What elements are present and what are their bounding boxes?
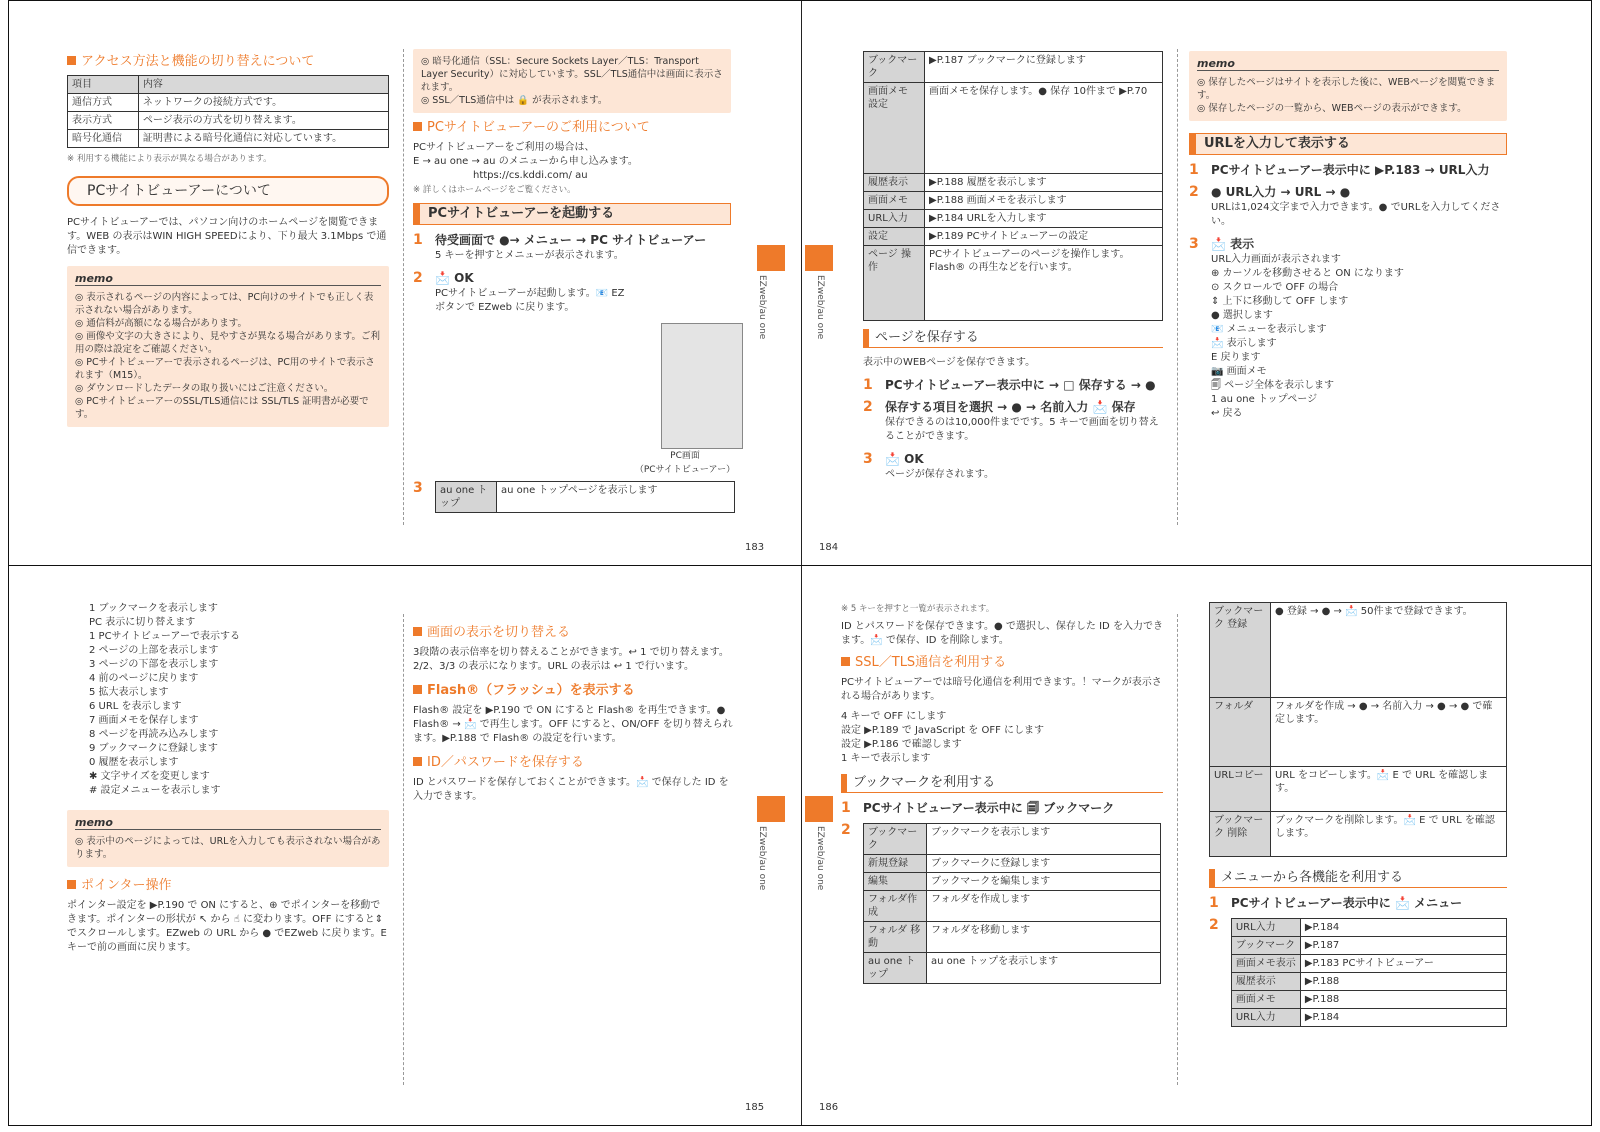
text-line: URL入力画面が表示されます xyxy=(1211,254,1341,265)
text-line: 画面メモ表示 xyxy=(1231,955,1300,973)
page-183: アクセス方法と機能の切り替えについて 項目 内容 通信方式 ネットワークの接続方式です。 表示方式 ページ表示の方式を切り替えます。 暗号化通信 証明書による暗号化通信に対応しています。 ※ 利用する機能により表示が異なる場合があります。 PCサイトビューアーについて PCサイトビューアーでは、パソコン向けのホームページを閲覧できます。WEB の表示はWIN HIGH SPEEDにより、下り最大 3.1Mbps で通信できます。 memo ◎ 表示されるページの内容によっては、PC向けのサイトでも正しく表示されない場合があります。 ◎ 通信料が高額になる場合があります。 ◎ 画像や文字の大きさにより、見やすさが異なる場合があります。ご利用の際は設定をご確認ください。 ◎ PCサイトビューアーで表示されるページは、PC用のサイトで表示されます（M15）。 ◎ ダウンロードしたデータの取り扱いにはご注意ください。 ◎ PCサイトビューアーのSSL/TLS通信には SSL/TLS 証明書が必要です。 ◎ 暗号化通信（SSL：Secure Sockets Layer／TLS：Transport Layer Security）に対応しています。SSL／TLS通信中は画面に表示されます。 ◎ SSL／TLS通信中は 🔒 が表示されます。 PCサイトビューアーのご利用について PCサイトビューアーをご利用の場合は、 E → au one → au のメニューから申し込みます。 https://cs.kddi.com/ au ※ 詳しくはホームページをご覧ください。 PCサイトビューアーを起動する 1 待受画面で ●→ メニュー → PC サイトビューアー 5 キーを押すとメニューが表示されます。 2 📩 OK PCサイトビューアーが起動します。📧 EZ ボタンで EZweb に戻ります。 PC画面 （PCサイトビューアー） 3 au one トップ au one トップページを表示します EZweb/au one 183 xyxy=(9,1,801,565)
footnote: ※ 利用する機能により表示が異なる場合があります。 xyxy=(67,154,272,164)
text-line: 表示方式 xyxy=(68,112,139,130)
text-line: ⊕ カーソルを移動させると ON になります xyxy=(1211,268,1404,279)
memo-box: memo ◎ 保存したページはサイトを表示した後に、WEBページを閲覧できます。 ◎ 保存したページの一覧から、WEBページの表示ができます。 xyxy=(1189,51,1507,121)
text-line: 履歴表示 xyxy=(864,174,925,192)
text-line: ブックマークを削除します。📩 E で URL を確認します。 xyxy=(1271,812,1507,857)
text-line: ブックマーク 削除 xyxy=(1210,812,1271,857)
text-line: ◎ 暗号化通信（SSL：Secure Sockets Layer／TLS：Transport Layer Security）に対応しています。SSL／TLS通信中は画面に表示されます。 xyxy=(421,56,723,93)
text-line: 保存できるのは10,000件までです。5 キーで画面を切り替えることができます。 xyxy=(885,417,1159,442)
text-line: ▶P.189 PCサイトビューアーの設定 xyxy=(925,228,1163,246)
text-line: 設定 ▶P.189 で JavaScript を OFF にします xyxy=(841,725,1045,736)
text-line: 3段階の表示倍率を切り替えることができます。↩ 1 で切り替えます。2/2、3/3 の表示になります。URL の表示は ↩ 1 で行います。 xyxy=(413,647,729,672)
settings-table xyxy=(67,75,389,148)
text-line: ◎ 保存したページはサイトを表示した後に、WEBページを閲覧できます。 xyxy=(1197,77,1496,101)
text-line: ページ 操作 xyxy=(864,246,925,321)
text-line: ⊙ スクロールで OFF の場合 xyxy=(1211,282,1339,293)
bookmark-menu-table xyxy=(1209,602,1507,857)
text-line: フォルダを移動します xyxy=(927,922,1161,953)
text-line: 5 拡大表示します xyxy=(89,687,169,698)
text-line: ブックマークを編集します xyxy=(927,873,1161,891)
text-line: ※ 5 キーを押すと一覧が表示されます。 xyxy=(841,604,995,614)
text-line: 7 画面メモを保存します xyxy=(89,715,199,726)
text-line: 新規登録 xyxy=(864,855,927,873)
text-line: ブックマーク xyxy=(864,52,925,83)
page-186: EZweb/au one ※ 5 キーを押すと一覧が表示されます。 ID とパスワードを保存できます。● で選択し、保存した ID を入力できます。📩 で保存、ID を削除します。 SSL／TLS通信を利用する PCサイトビューアーでは暗号化通信を利用できます。！マークが表示される場合があります。 4 キーで OFF にします 設定 ▶P.189 で JavaScript を OFF にします 設定 ▶P.186 で確認します 1 キーで表示します ブックマークを利用する 1 PCサイトビューアー表示中に 🗐 ブックマーク 2 ブックマーク ブックマークを表示します 新規登録 ブックマークに登録します 編集 ブックマークを編集します フォルダ作成 フォルダを作成します フォルダ 移動 フォルダを移動します au one トップ au one トップを表示します ブックマーク 登録 ● 登録 → ● → 📩 50件まで登録できます。 フォルダ フォルダを作成 → ● → 名前入力 → ● → ● で確定します。 URLコピー URL をコピーします。📩 E で URL を確認します。 ブックマーク 削除 ブックマークを削除します。📩 E で URL を確認します。 メニューから各機能を利用する 1 PCサイトビューアー表示中に 📩 メニュー 2 URL入力 ▶P.184 ブックマーク ▶P.187 画面メモ表示 ▶P.183 PCサイトビューアー 履歴表示 ▶P.188 画面メモ ▶P.188 URL入力 ▶P.184 186 xyxy=(801,566,1593,1125)
page-185 xyxy=(9,566,801,1125)
text-line: URLコピー xyxy=(1210,767,1271,812)
chapter-title: PCサイトビューアーについて xyxy=(67,176,389,206)
text-line: ▶P.188 画面メモを表示します xyxy=(925,192,1163,210)
text-line: URL入力 xyxy=(864,210,925,228)
spread-bottom xyxy=(8,566,1592,1126)
text-line: URL をコピーします。📩 E で URL を確認します。 xyxy=(1271,767,1507,812)
menu-table xyxy=(863,51,1163,321)
text-line: 内容 xyxy=(138,76,388,94)
text-line: ブックマーク 登録 xyxy=(1210,603,1271,698)
spread-top xyxy=(8,0,1592,566)
text-line: 画面の表示を切り替える xyxy=(427,625,571,640)
text-line: 表示中のWEBページを保存できます。 xyxy=(863,357,1036,368)
section-bar: PCサイトビューアーを起動する xyxy=(413,203,731,225)
text-line: 8 ページを再読み込みします xyxy=(89,729,219,740)
text-line: ブックマーク xyxy=(864,824,927,855)
text-line: 設定 xyxy=(864,228,925,246)
text-line: フォルダを作成します xyxy=(927,891,1161,922)
text-line: メニューから各機能を利用する xyxy=(1209,869,1507,888)
text-line: ◎ 表示中のページによっては、URLを入力しても表示されない場合があります。 xyxy=(75,836,381,860)
text-line: 画面メモ xyxy=(1231,991,1300,1009)
text-line: ネットワークの接続方式です。 xyxy=(138,94,388,112)
text-line: ▶P.187 ブックマークに登録します xyxy=(925,52,1163,83)
text-line: 4 前のページに戻ります xyxy=(89,673,199,684)
text-line: 編集 xyxy=(864,873,927,891)
text-line: ID とパスワードを保存できます。● で選択し、保存した ID を入力できます。📩 で保存、ID を削除します。 xyxy=(841,621,1163,646)
caption: PC画面 xyxy=(670,451,700,461)
text-line: 画面メモ xyxy=(864,192,925,210)
intro-text: PCサイトビューアーでは、パソコン向けのホームページを閲覧できます。WEB の表示はWIN HIGH SPEEDにより、下り最大 3.1Mbps で通信できます。 xyxy=(67,217,387,256)
key-list xyxy=(89,602,389,798)
text-line: 2 ページの上部を表示します xyxy=(89,645,219,656)
text-line: 📷 画面メモ xyxy=(1211,366,1267,377)
text-line: ◎ PCサイトビューアーで表示されるページは、PC用のサイトで表示されます（M15）。 xyxy=(75,357,375,381)
text-line: au one トップ xyxy=(864,953,927,984)
text-line: E → au one → au のメニューから申し込みます。 xyxy=(413,156,638,167)
text-line: 履歴表示 xyxy=(1231,973,1300,991)
caption-2: （PCサイトビューアー） xyxy=(634,465,736,475)
text-line: 暗号化通信 xyxy=(68,130,139,148)
text-line: ◎ 表示されるページの内容によっては、PC向けのサイトでも正しく表示されない場合があります。 xyxy=(75,292,374,316)
text-line: PCサイトビューアーでは暗号化通信を利用できます。！マークが表示される場合があります。 xyxy=(841,677,1162,702)
text-line: PCサイトビューアー表示中に 📩 メニュー xyxy=(1231,896,1463,910)
text-line: ポインター設定を ▶P.190 で ON にすると、⊕ でポインターを移動できます。ポインターの形状が ↖ から ☝ に変わります。OFF にすると⇕でスクロールします。EZweb の URL から ● でEZweb に戻ります。E キーで前の画面に戻ります。 xyxy=(67,900,387,953)
text-line: ▶P.188 履歴を表示します xyxy=(925,174,1163,192)
text-line: ポインター操作 xyxy=(81,878,172,893)
text-line: フォルダを作成 → ● → 名前入力 → ● → ● で確定します。 xyxy=(1271,698,1507,767)
text-line: 1 ブックマークを表示します xyxy=(89,603,218,614)
text-line: # 設定メニューを表示します xyxy=(89,785,221,796)
text-line: ◎ 保存したページの一覧から、WEBページの表示ができます。 xyxy=(1197,103,1467,114)
text-line: ◎ PCサイトビューアーのSSL/TLS通信には SSL/TLS 証明書が必要です。 xyxy=(75,396,369,420)
memo-box: memo ◎ 表示中のページによっては、URLを入力しても表示されない場合があります。 xyxy=(67,810,389,867)
text-line: PCサイトビューアーのご利用について xyxy=(427,120,650,135)
text-line: ✱ 文字サイズを変更します xyxy=(89,771,210,782)
text-line: ブックマーク xyxy=(1231,937,1300,955)
text-line: ブックマークに登録します xyxy=(927,855,1161,873)
text-line: ▶P.184 xyxy=(1300,1009,1506,1027)
text-line: ● URL入力 → URL → ● xyxy=(1211,185,1351,199)
text-line: PCサイトビューアーをご利用の場合は、 xyxy=(413,142,595,153)
text-line: 5 キーを押すとメニューが表示されます。 xyxy=(435,250,624,261)
chapter-tab xyxy=(805,245,833,271)
text-line: 6 URL を表示します xyxy=(89,701,182,712)
step3-table xyxy=(435,481,735,513)
key-list xyxy=(1189,253,1507,421)
text-line: URL入力 xyxy=(1231,1009,1300,1027)
chapter-label: EZweb/au one xyxy=(757,275,767,340)
text-line: ブックマークを表示します xyxy=(927,824,1161,855)
text-line: 📧 メニューを表示します xyxy=(1211,324,1327,335)
text-line: ページ表示の方式を切り替えます。 xyxy=(138,112,388,130)
bookmark-table xyxy=(863,823,1161,984)
text-line: PCサイトビューアー表示中に 🗐 ブックマーク xyxy=(863,801,1115,815)
text-line: PCサイトビューアーのページを操作します。Flash® の再生などを行います。 xyxy=(925,246,1163,321)
page-number: 184 xyxy=(819,542,839,553)
text-line: 証明書による暗号化通信に対応しています。 xyxy=(138,130,388,148)
chapter-tab xyxy=(757,245,785,271)
text-line: フォルダ 移動 xyxy=(864,922,927,953)
page-number: 185 xyxy=(745,1102,765,1113)
text-line: URLは1,024文字まで入力できます。● でURLを入力してください。 xyxy=(1211,202,1501,227)
step-2: 2 📩 OK xyxy=(413,270,474,286)
text-line: フォルダ作成 xyxy=(864,891,927,922)
text-line: 📩 OK xyxy=(435,271,474,285)
text-line: フォルダ xyxy=(1210,698,1271,767)
text-line: 画面メモ 設定 xyxy=(864,83,925,174)
text-line: 4 キーで OFF にします xyxy=(841,711,947,722)
text-line: ▶P.184 URLを入力します xyxy=(925,210,1163,228)
memo-label: memo xyxy=(75,272,381,286)
text-line: 📩 OK xyxy=(885,452,924,466)
text-line: ● 選択します xyxy=(1211,310,1273,321)
section-heading: ページを保存する xyxy=(863,329,1163,348)
text-line: ページが保存されます。 xyxy=(885,469,994,480)
text-line: 設定 ▶P.186 で確認します xyxy=(841,739,962,750)
text-line: 待受画面で ●→ メニュー → PC サイトビューアー xyxy=(435,233,707,247)
text-line: ※ 詳しくはホームページをご覧ください。 xyxy=(413,185,576,195)
section-heading xyxy=(413,121,731,135)
page-number: 183 xyxy=(745,542,765,553)
section-heading xyxy=(67,55,389,69)
text-line: ◎ 通信料が高額になる場合があります。 xyxy=(75,318,248,329)
url-text[interactable]: https://cs.kddi.com/ au xyxy=(473,170,588,181)
chapter-label: EZweb/au one xyxy=(815,275,825,340)
text-line: PCサイトビューアー表示中に ▶P.183 → URL入力 xyxy=(1211,163,1490,177)
page-number: 186 xyxy=(819,1102,839,1113)
page-184: EZweb/au one ブックマーク ▶P.187 ブックマークに登録します 画面メモ 設定 画面メモを保存します。● 保存 10件まで ▶P.70 履歴表示 ▶P.188 履歴を表示します 画面メモ ▶P.188 画面メモを表示します URL入力 ▶P.184 URLを入力します 設定 ▶P.189 PCサイトビューアーの設定 ページ 操作 PCサイトビューアーのページを操作します。Flash® の再生などを行います。 ページを保存する 表示中のWEBページを保存できます。 1 PCサイトビューアー表示中に → □ 保存する → ● 2 保存する項目を選択 → ● → 名前入力 📩 保存 保存できるのは10,000件までです。5 キーで画面を切り替えることができます。 3 📩 OK ページが保存されます。 memo ◎ 保存したページはサイトを表示した後に、WEBページを閲覧できます。 ◎ 保存したページの一覧から、WEBページの表示ができます。 URLを入力して表示する 1 PCサイトビューアー表示中に ▶P.183 → URL入力 2 ● URL入力 → URL → ● URLは1,024文字まで入力できます。● でURLを入力してください。 3 📩 表示 URL入力画面が表示されます ⊕ カーソルを移動させると ON になります ⊙ スクロールで OFF の場合 ⇕ 上下に移動して OFF します ● 選択します 📧 メニューを表示します 📩 表示します E 戻ります 📷 画面メモ 🗐 ページ全体を表示します 1 au one トップページ ↩ 戻る 184 xyxy=(801,1,1593,565)
text-line: 1 au one トップページ xyxy=(1211,394,1318,405)
text-line: ブックマークを利用する xyxy=(841,774,1163,793)
memo-box xyxy=(67,266,389,427)
text-line: 画面メモを保存します。● 保存 10件まで ▶P.70 xyxy=(925,83,1163,174)
text-line: 保存する項目を選択 → ● → 名前入力 📩 保存 xyxy=(885,400,1136,414)
text-line: E 戻ります xyxy=(1211,352,1261,363)
text-line: 項目 xyxy=(68,76,139,94)
text-line: ▶P.183 PCサイトビューアー xyxy=(1300,955,1506,973)
text-line: PC 表示に切り替えます xyxy=(89,617,196,628)
text-line: au one トップを表示します xyxy=(927,953,1161,984)
text-line: Flash® 設定を ▶P.190 で ON にすると Flash® を再生できます。● Flash® → 📩 で再生します。OFF にすると、ON/OFF を切り替えられます。▶P.188 で Flash® の設定を行います。 xyxy=(413,705,733,744)
screen-image xyxy=(661,323,743,449)
text-line: Flash®（フラッシュ）を表示する xyxy=(427,683,635,698)
text-line: 📩 表示します xyxy=(1211,338,1277,349)
text-line: EZweb/au one xyxy=(757,826,767,891)
text-line: アクセス方法と機能の切り替えについて xyxy=(81,54,315,69)
text-line: ▶P.188 xyxy=(1300,973,1506,991)
section-bar: URLを入力して表示する xyxy=(1189,133,1507,155)
text-line: ID とパスワードを保存しておくことができます。📩 で保存した ID を入力できます。 xyxy=(413,777,729,802)
text-line: 1 キーで表示します xyxy=(841,753,931,764)
step-1: 1 待受画面で ●→ メニュー → PC サイトビューアー xyxy=(413,232,707,248)
text-line: ◎ 画像や文字の大きさにより、見やすさが異なる場合があります。ご利用の際は設定をご確認ください。 xyxy=(75,331,381,355)
text-line: ↩ 戻る xyxy=(1211,408,1243,419)
text-line: au one トップ xyxy=(436,482,497,513)
text-line: PCサイトビューアー表示中に → □ 保存する → ● xyxy=(885,378,1156,392)
text-line: 9 ブックマークに登録します xyxy=(89,743,218,754)
text-line: ▶P.188 xyxy=(1300,991,1506,1009)
text-line: SSL／TLS通信を利用する xyxy=(855,655,1007,670)
memo-box-ssl xyxy=(413,49,731,113)
text-line: 📩 表示 xyxy=(1211,237,1255,251)
text-line: ◎ SSL／TLS通信中は 🔒 が表示されます。 xyxy=(421,95,608,106)
text-line: ⇕ 上下に移動して OFF します xyxy=(1211,296,1349,307)
text-line: 0 履歴を表示します xyxy=(89,757,179,768)
text-line: PCサイトビューアーが起動します。📧 EZ ボタンで EZweb に戻ります。 xyxy=(435,288,625,313)
menu-table xyxy=(1231,918,1507,1027)
text-line: 🗐 ページ全体を表示します xyxy=(1211,380,1334,391)
text-line: 1 PCサイトビューアーで表示する xyxy=(89,631,241,642)
text-line: ▶P.187 xyxy=(1300,937,1506,955)
text-line: ◎ ダウンロードしたデータの取り扱いにはご注意ください。 xyxy=(75,383,334,394)
text-line: ▶P.184 xyxy=(1300,919,1506,937)
text-line: URL入力 xyxy=(1231,919,1300,937)
text-line: 3 ページの下部を表示します xyxy=(89,659,219,670)
text-line: EZweb/au one xyxy=(815,826,825,891)
text-line: ● 登録 → ● → 📩 50件まで登録できます。 xyxy=(1271,603,1507,698)
text-line: ID／パスワードを保存する xyxy=(427,755,584,770)
text-line: au one トップページを表示します xyxy=(497,482,735,513)
text-line: 通信方式 xyxy=(68,94,139,112)
